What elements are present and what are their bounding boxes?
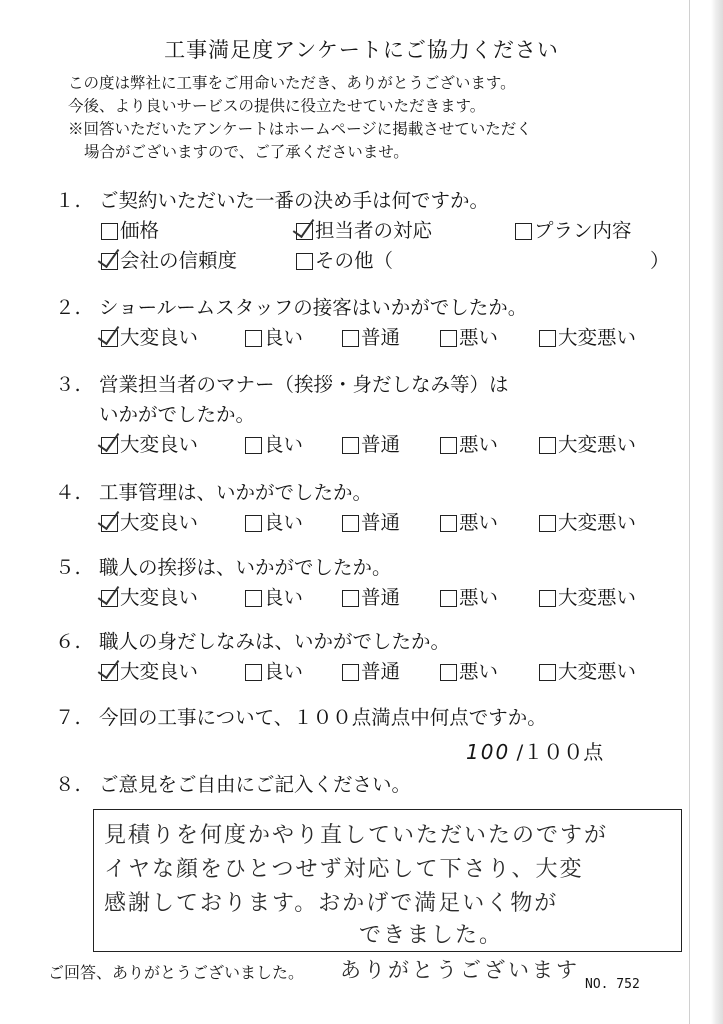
checkbox-checked[interactable] xyxy=(101,590,118,607)
rating-option[interactable] xyxy=(245,583,303,613)
checkbox-checked[interactable] xyxy=(101,330,118,347)
option-label: 良い xyxy=(264,586,304,609)
comment-line: 見積りを何度かやり直していただいたのですが xyxy=(104,823,609,848)
page-edge-line xyxy=(689,0,690,1024)
checkbox[interactable] xyxy=(101,223,118,240)
comment-line: できました。 xyxy=(359,923,504,948)
closing-text: ご回答、ありがとうございました。 xyxy=(48,963,305,982)
q6-rating xyxy=(55,657,675,687)
question-number: ５. xyxy=(55,556,81,579)
rating-option[interactable] xyxy=(342,583,400,613)
question-text-cont: いかがでしたか。 xyxy=(99,403,256,426)
option-label: 価格 xyxy=(120,219,160,242)
question-1 xyxy=(55,186,675,276)
checkbox[interactable] xyxy=(539,515,556,532)
rating-option[interactable] xyxy=(342,657,400,687)
checkbox[interactable] xyxy=(245,330,262,347)
rating-option[interactable] xyxy=(539,430,636,460)
option-label: 悪い xyxy=(459,326,499,349)
score-suffix: /１００点 xyxy=(516,740,604,764)
option-label: 普通 xyxy=(361,660,401,683)
page-edge-shadow xyxy=(711,0,723,1024)
q1-option-price[interactable] xyxy=(101,216,159,246)
q1-option-trust[interactable] xyxy=(101,246,237,276)
question-number: ４. xyxy=(55,481,81,504)
question-text: 工事管理は、いかがでしたか。 xyxy=(99,481,373,504)
q1-option-other[interactable] xyxy=(296,246,393,276)
rating-option[interactable] xyxy=(440,657,498,687)
checkbox[interactable] xyxy=(440,590,457,607)
option-label: 悪い xyxy=(459,511,499,534)
rating-option[interactable] xyxy=(101,583,198,613)
q1-options xyxy=(55,216,675,246)
option-label: 大変良い xyxy=(120,660,199,683)
checkbox[interactable] xyxy=(342,515,359,532)
checkbox[interactable] xyxy=(440,515,457,532)
checkbox[interactable] xyxy=(342,437,359,454)
option-label: 普通 xyxy=(361,586,401,609)
option-label: 良い xyxy=(264,660,304,683)
question-text: 今回の工事について、１００点満点中何点ですか。 xyxy=(99,706,547,729)
q1-options-row2 xyxy=(55,246,675,276)
question-text: ご契約いただいた一番の決め手は何ですか。 xyxy=(99,189,490,212)
checkbox-checked[interactable] xyxy=(101,664,118,681)
checkbox[interactable] xyxy=(440,437,457,454)
rating-option[interactable] xyxy=(101,508,198,538)
option-label: 悪い xyxy=(459,433,499,456)
checkbox[interactable] xyxy=(539,664,556,681)
checkbox-checked[interactable] xyxy=(101,515,118,532)
q1-option-plan[interactable] xyxy=(515,216,632,246)
score-field[interactable] xyxy=(466,736,603,765)
question-text: ショールームスタッフの接客はいかがでしたか。 xyxy=(99,296,528,319)
q5-rating xyxy=(55,583,675,613)
checkbox[interactable] xyxy=(342,664,359,681)
question-number: ８. xyxy=(55,773,81,796)
option-label: 普通 xyxy=(361,433,401,456)
question-number: ２. xyxy=(55,296,81,319)
question-2 xyxy=(55,293,675,353)
q2-rating xyxy=(55,323,675,353)
intro-text xyxy=(68,72,668,164)
survey-title: 工事満足度アンケートにご協力ください xyxy=(164,38,559,62)
checkbox[interactable] xyxy=(342,330,359,347)
comment-box[interactable] xyxy=(93,809,682,952)
question-8 xyxy=(55,770,675,800)
question-text: ご意見をご自由にご記入ください。 xyxy=(99,773,412,796)
option-label: プラン内容 xyxy=(534,219,632,242)
rating-option[interactable] xyxy=(101,657,198,687)
option-label: 大変悪い xyxy=(558,660,637,683)
rating-option[interactable] xyxy=(539,323,636,353)
rating-option[interactable] xyxy=(440,430,498,460)
question-text: 職人の挨拶は、いかがでしたか。 xyxy=(99,556,392,579)
rating-option[interactable] xyxy=(245,508,303,538)
rating-option[interactable] xyxy=(539,657,636,687)
rating-option[interactable] xyxy=(539,583,636,613)
option-label: 普通 xyxy=(361,326,401,349)
checkbox[interactable] xyxy=(296,253,313,270)
rating-option[interactable] xyxy=(245,657,303,687)
option-label: 良い xyxy=(264,326,304,349)
q1-option-staff-response[interactable] xyxy=(296,216,432,246)
intro-line: 場合がございますので、ご了承くださいませ。 xyxy=(84,143,409,161)
question-number: ３. xyxy=(55,373,81,396)
checkbox[interactable] xyxy=(539,437,556,454)
checkbox-checked[interactable] xyxy=(101,437,118,454)
question-number: ６. xyxy=(55,630,81,653)
option-label: 大変悪い xyxy=(558,586,637,609)
option-label: 会社の信頼度 xyxy=(120,249,238,272)
checkbox[interactable] xyxy=(342,590,359,607)
rating-option[interactable] xyxy=(101,430,198,460)
question-text: 職人の身だしなみは、いかがでしたか。 xyxy=(99,630,451,653)
checkbox[interactable] xyxy=(245,437,262,454)
intro-line: ※回答いただいたアンケートはホームページに掲載させていただく xyxy=(68,120,532,138)
rating-option[interactable] xyxy=(245,430,303,460)
q3-rating xyxy=(55,430,675,460)
option-label: 悪い xyxy=(459,660,499,683)
option-label: 担当者の対応 xyxy=(315,219,433,242)
option-label: 良い xyxy=(264,433,304,456)
checkbox[interactable] xyxy=(539,330,556,347)
question-3 xyxy=(55,370,675,460)
question-4 xyxy=(55,478,675,538)
checkbox[interactable] xyxy=(245,515,262,532)
q4-rating xyxy=(55,508,675,538)
checkbox[interactable] xyxy=(245,590,262,607)
option-label: 大変良い xyxy=(120,511,199,534)
rating-option[interactable] xyxy=(539,508,636,538)
checkbox[interactable] xyxy=(515,223,532,240)
comment-line: 感謝しております。おかげで満足いく物が xyxy=(104,891,559,916)
option-label: その他（ xyxy=(315,249,394,272)
question-7 xyxy=(55,703,675,733)
question-5 xyxy=(55,553,675,613)
question-6 xyxy=(55,627,675,687)
rating-option[interactable] xyxy=(342,430,400,460)
rating-option[interactable] xyxy=(342,508,400,538)
checkbox[interactable] xyxy=(440,330,457,347)
checkbox[interactable] xyxy=(440,664,457,681)
closing-handwritten: ありがとうございます xyxy=(340,958,580,982)
rating-option[interactable] xyxy=(440,508,498,538)
checkbox-checked[interactable] xyxy=(101,253,118,270)
option-label: 大変良い xyxy=(120,586,199,609)
q1-other-close-paren: ） xyxy=(650,249,670,272)
question-text: 営業担当者のマナー（挨拶・身だしなみ等）は xyxy=(99,373,509,396)
option-label: 普通 xyxy=(361,511,401,534)
rating-option[interactable] xyxy=(440,583,498,613)
option-label: 大変良い xyxy=(120,433,199,456)
checkbox[interactable] xyxy=(539,590,556,607)
score-handwritten: 100 xyxy=(466,740,511,764)
option-label: 大変良い xyxy=(120,326,199,349)
checkbox-checked[interactable] xyxy=(296,223,313,240)
option-label: 良い xyxy=(264,511,304,534)
rating-option[interactable] xyxy=(101,323,198,353)
option-label: 悪い xyxy=(459,586,499,609)
question-number: １. xyxy=(55,189,81,212)
intro-line: この度は弊社に工事をご用命いただき、ありがとうございます。 xyxy=(68,74,516,92)
option-label: 大変悪い xyxy=(558,326,637,349)
rating-option[interactable] xyxy=(342,323,400,353)
serial-number: NO. 752 xyxy=(585,977,640,992)
option-label: 大変悪い xyxy=(558,511,637,534)
comment-line: イヤな顔をひとつせず対応して下さり、大変 xyxy=(104,857,584,882)
option-label: 大変悪い xyxy=(558,433,637,456)
question-number: ７. xyxy=(55,706,81,729)
rating-option[interactable] xyxy=(440,323,498,353)
rating-option[interactable] xyxy=(245,323,303,353)
intro-line: 今後、より良いサービスの提供に役立たせていただきます。 xyxy=(68,97,486,115)
checkbox[interactable] xyxy=(245,664,262,681)
